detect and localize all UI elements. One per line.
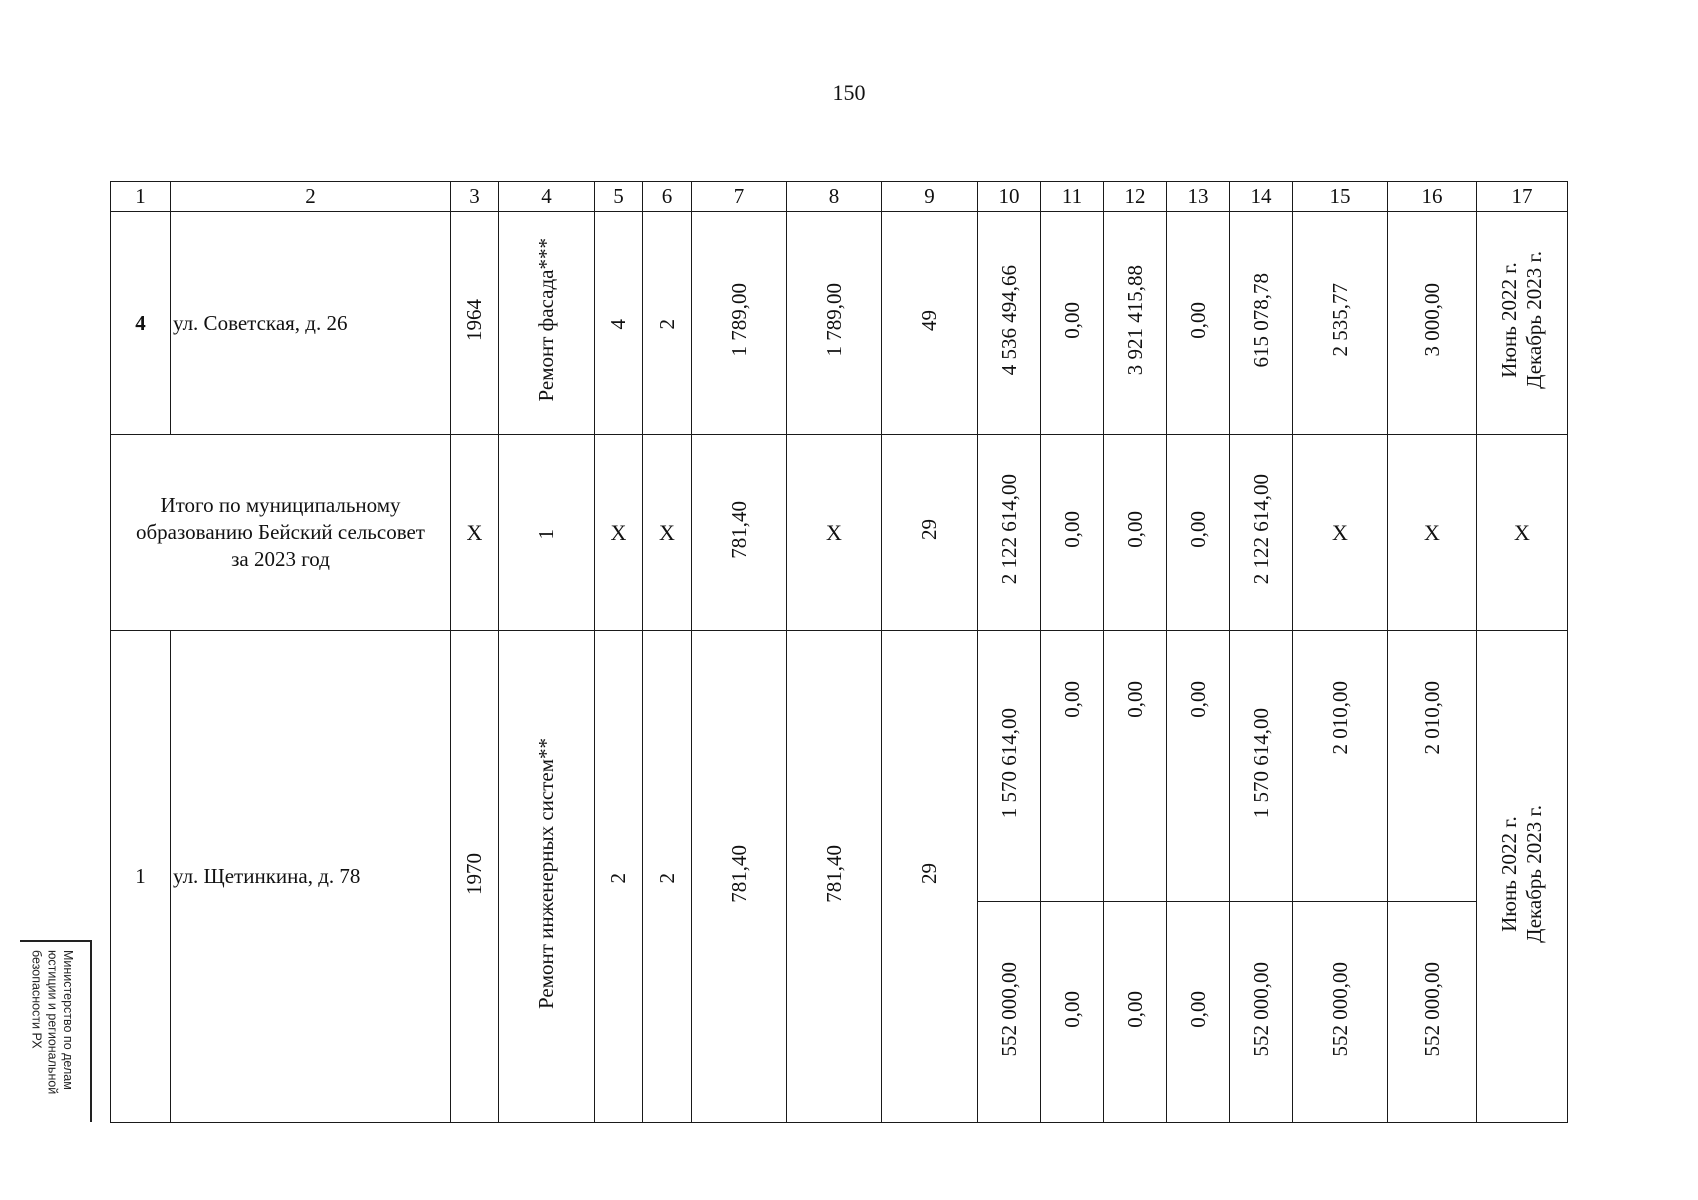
- cell-12: 0,00: [1104, 631, 1167, 902]
- cell-8: X: [787, 435, 882, 631]
- cell-14: 615 078,78: [1230, 212, 1293, 435]
- year-cell: 1970: [451, 631, 499, 1123]
- header-cell: 11: [1041, 182, 1104, 212]
- cell-10: 552 000,00: [978, 902, 1041, 1123]
- cell-13: 0,00: [1167, 631, 1230, 902]
- header-cell: 1: [111, 182, 171, 212]
- cell-3: X: [451, 435, 499, 631]
- header-cell: 12: [1104, 182, 1167, 212]
- cell-17: X: [1477, 435, 1568, 631]
- cell-9: 29: [882, 631, 978, 1123]
- period-cell: [1477, 631, 1568, 1123]
- header-cell: 6: [643, 182, 692, 212]
- table-row: [111, 631, 1568, 902]
- cell-16: 552 000,00: [1388, 902, 1477, 1123]
- period-start: Июнь 2022 г.: [1496, 262, 1521, 378]
- header-cell: 15: [1293, 182, 1388, 212]
- cell-6: 2: [643, 631, 692, 1123]
- work-type-cell: Ремонт инженерных систем**: [499, 631, 595, 1123]
- page-number: 150: [832, 80, 866, 105]
- cell-12: 0,00: [1104, 435, 1167, 631]
- cell-5: X: [595, 435, 643, 631]
- header-cell: 4: [499, 182, 595, 212]
- address-cell: ул. Щетинкина, д. 78: [171, 631, 451, 1123]
- header-cell: 3: [451, 182, 499, 212]
- cell-15: X: [1293, 435, 1388, 631]
- table-row: [111, 212, 1568, 435]
- cell-13: 0,00: [1167, 902, 1230, 1123]
- cell-14: 552 000,00: [1230, 902, 1293, 1123]
- cell-13: 0,00: [1167, 435, 1230, 631]
- cell-5: 4: [595, 212, 643, 435]
- period-start: Июнь 2022 г.: [1496, 815, 1521, 932]
- cell-4: 1: [499, 435, 595, 631]
- header-cell: 9: [882, 182, 978, 212]
- cell-16: 3 000,00: [1388, 212, 1477, 435]
- year-cell: 1964: [451, 212, 499, 435]
- cell-15: 2 535,77: [1293, 212, 1388, 435]
- row-number: 1: [111, 631, 171, 1123]
- header-cell: 2: [171, 182, 451, 212]
- header-cell: 13: [1167, 182, 1230, 212]
- capital-repair-table: [110, 181, 1568, 1123]
- header-cell: 8: [787, 182, 882, 212]
- cell-7: 781,40: [692, 435, 787, 631]
- header-cell: 7: [692, 182, 787, 212]
- cell-16: X: [1388, 435, 1477, 631]
- cell-15: 2 010,00: [1293, 631, 1388, 902]
- cell-12: 3 921 415,88: [1104, 212, 1167, 435]
- cell-9: 49: [882, 212, 978, 435]
- cell-13: 0,00: [1167, 212, 1230, 435]
- period-end: Декабрь 2023 г.: [1522, 251, 1546, 389]
- cell-11: 0,00: [1041, 631, 1104, 902]
- cell-14: 2 122 614,00: [1230, 435, 1293, 631]
- header-cell: 16: [1388, 182, 1477, 212]
- cell-12: 0,00: [1104, 902, 1167, 1123]
- cell-11: 0,00: [1041, 212, 1104, 435]
- address-cell: ул. Советская, д. 26: [171, 212, 451, 435]
- cell-16: 2 010,00: [1388, 631, 1477, 902]
- cell-10: 4 536 494,66: [978, 212, 1041, 435]
- cell-10: 2 122 614,00: [978, 435, 1041, 631]
- cell-15: 552 000,00: [1293, 902, 1388, 1123]
- cell-7: 781,40: [692, 631, 787, 1123]
- cell-8: 781,40: [787, 631, 882, 1123]
- cell-7: 1 789,00: [692, 212, 787, 435]
- header-cell: 17: [1477, 182, 1568, 212]
- header-row: [111, 182, 1568, 212]
- cell-11: 0,00: [1041, 902, 1104, 1123]
- total-label: Итого по муниципальному образованию Бейский сельсовет за 2023 год: [111, 435, 451, 631]
- row-number: 4: [111, 212, 171, 435]
- cell-11: 0,00: [1041, 435, 1104, 631]
- cell-5: 2: [595, 631, 643, 1123]
- period-cell: [1477, 212, 1568, 435]
- cell-14: 1 570 614,00: [1230, 631, 1293, 902]
- cell-8: 1 789,00: [787, 212, 882, 435]
- header-cell: 5: [595, 182, 643, 212]
- cell-10: 1 570 614,00: [978, 631, 1041, 902]
- cell-9: 29: [882, 435, 978, 631]
- header-cell: 10: [978, 182, 1041, 212]
- work-type-cell: Ремонт фасада***: [499, 212, 595, 435]
- cell-6: X: [643, 435, 692, 631]
- total-row: [111, 435, 1568, 631]
- period-end: Декабрь 2023 г.: [1522, 804, 1546, 943]
- header-cell: 14: [1230, 182, 1293, 212]
- cell-6: 2: [643, 212, 692, 435]
- ministry-stamp-text: Министерство по делам юстиции и региональной безопасности РХ: [29, 950, 75, 1095]
